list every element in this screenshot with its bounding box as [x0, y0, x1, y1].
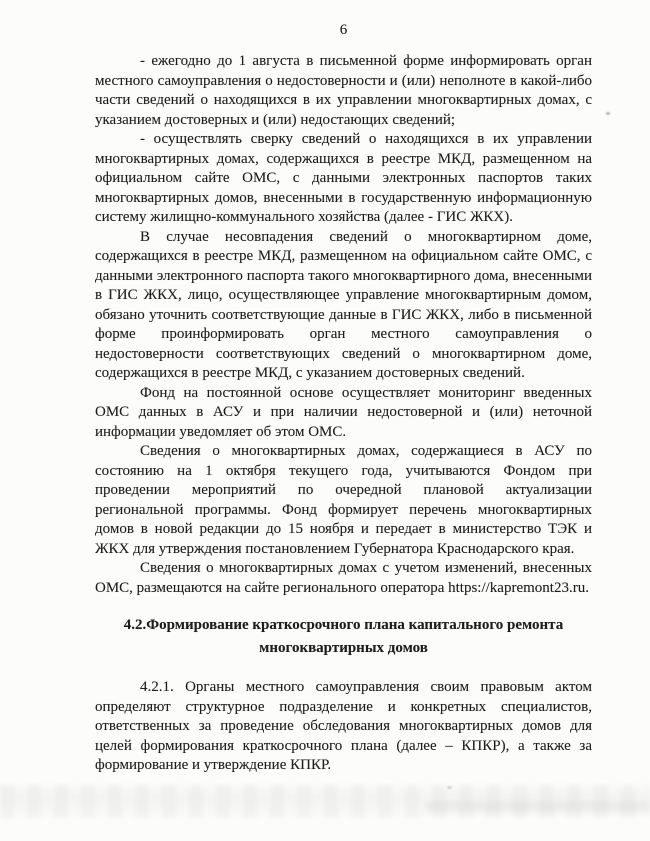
- scan-smear: [425, 801, 650, 812]
- paragraph-data-mismatch: В случае несовпадения сведений о многоквартирном доме, содержащихся в реестре МКД, размещенном на официальном сайте ОМС, с данными электронного паспорта такого многоквартирного дома, внесенными в ГИС ЖКХ, лицо, осуществляющее управление многоквартирным домом, обязано уточнить соответствующие данные в ГИС ЖКХ, либо в письменной форме проинформировать орган местного самоуправления о недостоверности соответствующих сведений о многоквартирном доме, содержащихся в реестре МКД, с указанием достоверных сведений.: [95, 228, 592, 381]
- paragraph-bullet-annual-inform: - ежегодно до 1 августа в письменной форме информировать орган местного самоуправления о недостоверности и (или) неполноте в какой-либо части сведений о находящихся в их управлении многоквартирных домах, с указанием достоверных и (или) недостающих сведений;: [95, 53, 592, 128]
- section-heading-4-2: [95, 614, 592, 660]
- paragraph-4-2-1: 4.2.1. Органы местного самоуправления своим правовым актом определяют структурное подразделение и конкретных специалистов, ответственных за проведение обследования многоквартирных домов для целей формирования краткосрочного плана (далее – КПКР), а также за формирование и утверждение КПКР.: [95, 679, 592, 773]
- paragraph-fund-monitoring: Фонд на постоянной основе осуществляет мониторинг введенных ОМС данных в АСУ и при наличии недостоверной и (или) неточной информации уведомляет об этом ОМС.: [95, 384, 592, 440]
- page-number: 6: [339, 22, 348, 38]
- paragraph-annual-actualization: Сведения о многоквартирных домах, содержащиеся в АСУ по состоянию на 1 октября текущего года, учитываются Фондом при проведении мероприятий по очередной плановой актуализации региональной программы. Фонд формирует перечень многоквартирных домов в новой редакции до 15 ноября и передает в министерство ТЭК и ЖКХ для утверждения постановлением Губернатора Краснодарского края.: [95, 443, 592, 557]
- section-heading-line-1: 4.2.Формирование краткосрочного плана капитального ремонта: [123, 617, 564, 633]
- document-body: [95, 52, 592, 776]
- paragraph-bullet-data-reconciliation: - осуществлять сверку сведений о находящихся в их управлении многоквартирных домах, содержащихся в реестре МКД, размещенном на официальном сайте ОМС, с данными электронных паспортов таких многоквартирных домов, внесенными в государственную информационную систему жилищно-коммунального хозяйства (далее - ГИС ЖКХ).: [95, 131, 592, 225]
- scan-noise-band: [0, 784, 650, 818]
- scan-speck: [606, 112, 610, 115]
- paragraph-website-publication: Сведения о многоквартирных домах с учетом изменений, внесенных ОМС, размещаются на сайте регионального оператора https://kapremont23.ru.: [95, 560, 592, 596]
- section-heading-line-2: многоквартирных домов: [259, 640, 428, 656]
- scan-speck: [447, 786, 452, 789]
